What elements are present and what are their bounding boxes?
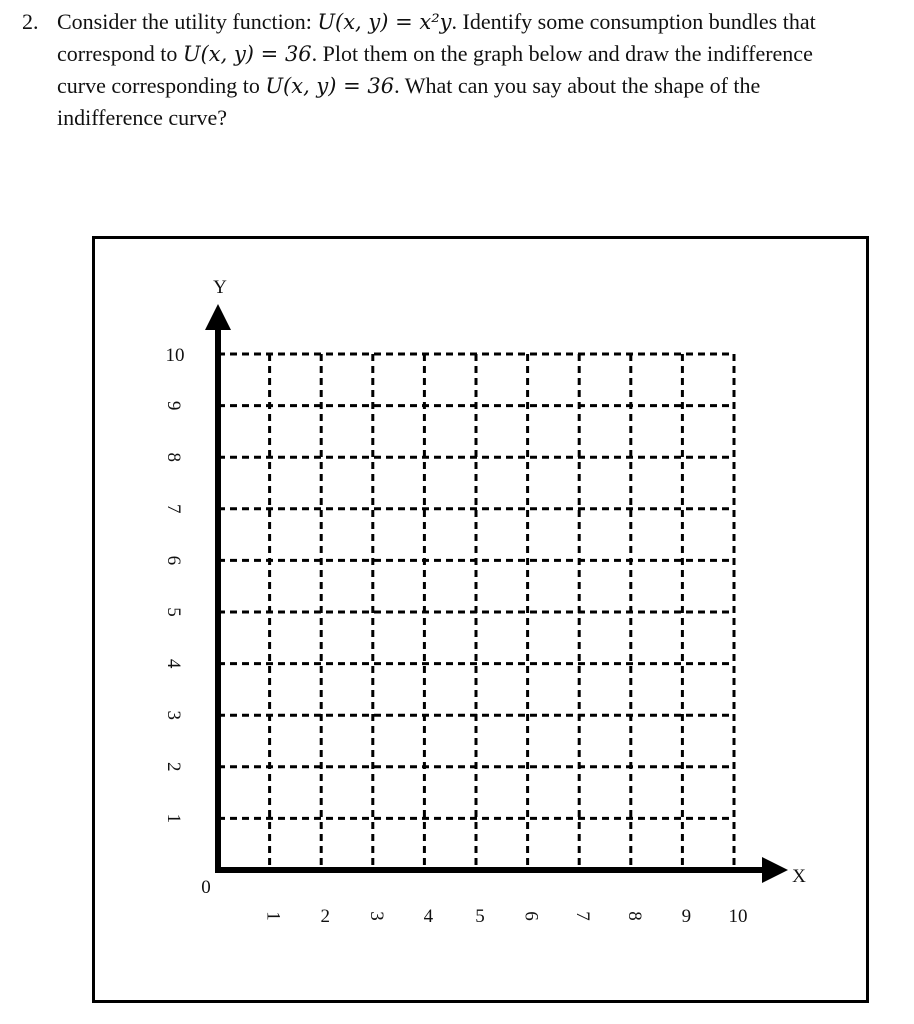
y-tick-label: 4 xyxy=(163,658,184,669)
x-tick-label: 10 xyxy=(728,906,748,927)
tick-labels xyxy=(163,345,748,927)
y-axis-label: Y xyxy=(213,277,227,298)
question-number: 2. xyxy=(22,9,39,34)
y-tick-label: 8 xyxy=(163,452,184,462)
y-tick-label: 1 xyxy=(163,813,184,824)
utility-level-equation-2: U(x, y) = 36 xyxy=(265,74,395,98)
question-line-4: indifference curve? xyxy=(57,105,227,130)
question-line-2-text: correspond to xyxy=(57,41,183,66)
x-tick-label: 8 xyxy=(623,911,645,921)
utility-function-equation: U(x, y) = x²y xyxy=(317,10,452,34)
x-tick-label: 5 xyxy=(475,906,485,927)
x-tick-label: 2 xyxy=(320,906,330,927)
question-line-1-text: Consider the utility function: xyxy=(57,9,318,34)
y-tick-label: 7 xyxy=(163,504,184,514)
y-axis-arrow-icon xyxy=(205,304,231,330)
x-tick-label: 3 xyxy=(365,911,387,921)
y-tick-label: 5 xyxy=(163,607,184,617)
y-tick-label: 10 xyxy=(165,345,185,366)
x-tick-label: 1 xyxy=(262,911,284,921)
utility-level-equation: U(x, y) = 36 xyxy=(182,42,312,66)
x-tick-label: 7 xyxy=(572,911,594,921)
x-tick-label: 9 xyxy=(681,906,692,927)
grid xyxy=(218,354,734,870)
axes xyxy=(201,277,806,898)
y-tick-label: 3 xyxy=(163,710,184,720)
x-axis-label: X xyxy=(792,866,806,887)
question-line-3-rest: . What can you say about the shape of the xyxy=(394,73,761,98)
x-tick-label: 4 xyxy=(423,906,434,927)
x-tick-label: 6 xyxy=(520,911,542,921)
y-tick-label: 2 xyxy=(163,762,184,772)
question-line-3-text: curve corresponding to xyxy=(57,73,266,98)
x-axis-arrow-icon xyxy=(762,857,788,883)
question-line-2-rest: . Plot them on the graph below and draw the indifference xyxy=(311,41,813,66)
origin-label: 0 xyxy=(201,877,211,898)
question-line-1-rest: . Identify some consumption bundles that xyxy=(451,9,816,34)
y-tick-label: 9 xyxy=(163,400,184,411)
y-tick-label: 6 xyxy=(163,555,184,566)
